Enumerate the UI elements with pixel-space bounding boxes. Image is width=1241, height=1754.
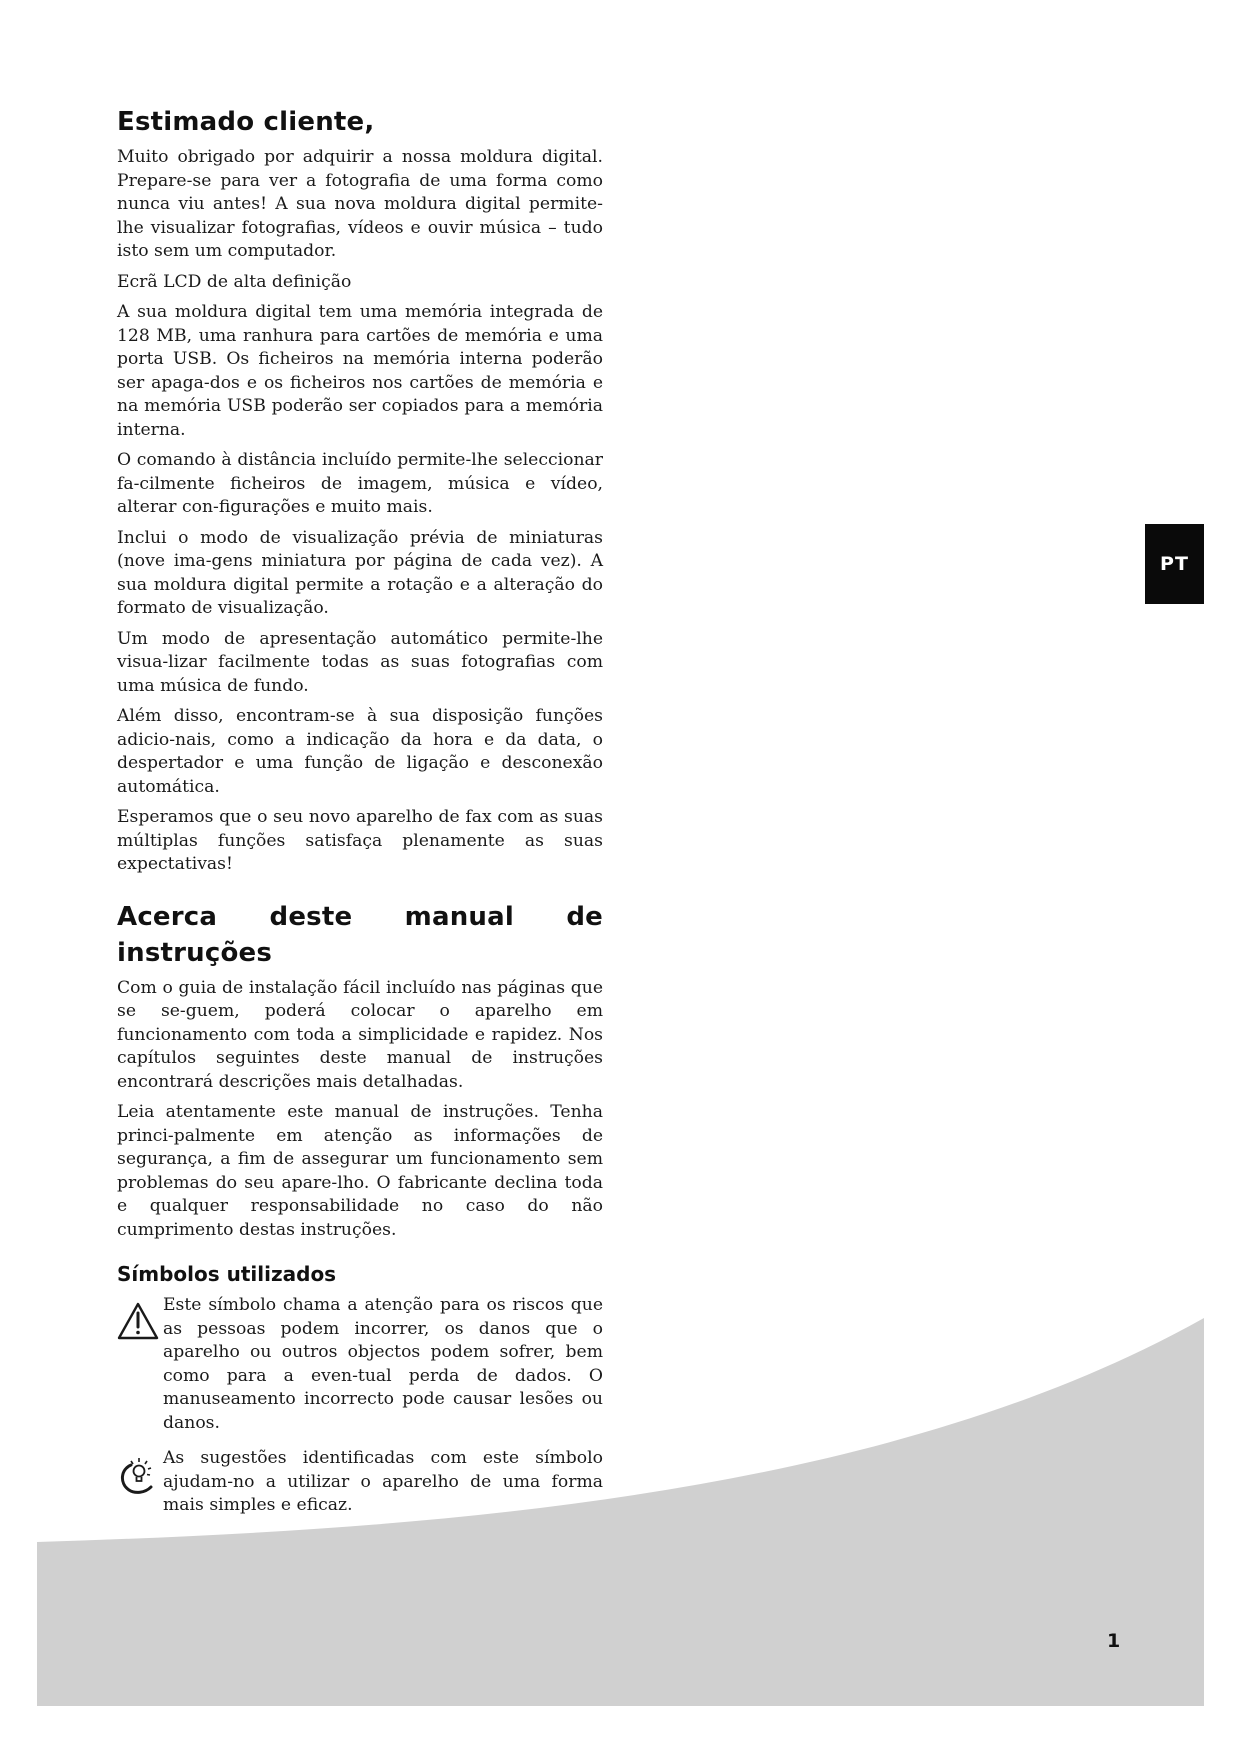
symbol-text-tip: As sugestões identificadas com este símbolo ajudam-no a utilizar o aparelho de uma forma mais simples e eficaz. [163,1448,603,1515]
warning-triangle-icon [117,1300,163,1346]
main-text-column [117,104,603,1530]
section-heading-welcome: Estimado cliente, [117,107,375,137]
paragraph-closing: Esperamos que o seu novo aparelho de fax com as suas múltiplas funções satisfaça plenamente as suas expectativas! [117,807,603,874]
symbol-row-warning [117,1294,603,1435]
page-number: 1 [1107,1630,1121,1652]
paragraph-read-carefully: Leia atentamente este manual de instruções. Tenha princi-palmente em atenção as informações de segurança, a fim de assegurar um funcionamento sem problemas do seu apare-lho. O fabricante declina toda e qualquer responsabilidade no caso do não cumprimento destas instruções. [117,1102,603,1240]
symbol-row-tip [117,1447,603,1518]
paragraph-slideshow: Um modo de apresentação automático permite-lhe visua-lizar facilmente todas as suas fotografias com uma música de fundo. [117,628,603,696]
paragraph-thumbnails: Inclui o modo de visualização prévia de miniaturas (nove ima-gens miniatura por página de cada vez). A sua moldura digital permite a rotação e a alteração do formato de visualização. [117,527,603,618]
paragraph-remote: O comando à distância incluído permite-lhe seleccionar fa-cilmente ficheiros de imagem, música e vídeo, alterar con-figurações e muito mais. [117,450,603,517]
paragraph-installation-guide: Com o guia de instalação fácil incluído nas páginas que se se-guem, poderá colocar o aparelho em funcionamento com toda a simplicidade e rapidez. Nos capítulos seguintes deste manual de instruções encontrará descrições mais detalhadas. [117,977,603,1092]
paragraph-lcd: Ecrã LCD de alta definição [117,271,352,292]
section-heading-about-manual: Acerca deste manual de instruções [117,901,603,968]
paragraph-memory: A sua moldura digital tem uma memória integrada de 128 MB, uma ranhura para cartões de memória e uma porta USB. Os ficheiros na memória interna poderão ser apaga-dos e os ficheiros nos cartões de memória e na memória USB poderão ser copiados para a memória interna. [117,302,603,440]
language-tab: PT [1145,524,1204,604]
paragraph-intro: Muito obrigado por adquirir a nossa moldura digital. Prepare-se para ver a fotografia de uma forma como nunca viu antes! A sua nova moldura digital permite-lhe visualizar fotografias, vídeos e ouvir música – tudo isto sem um computador. [117,147,603,261]
section-heading-symbols: Símbolos utilizados [117,1262,337,1286]
tip-lightbulb-icon [117,1453,163,1499]
paragraph-extra-functions: Além disso, encontram-se à sua disposição funções adicio-nais, como a indicação da hora e da data, o despertador e uma função de ligação e desconexão automática. [117,706,603,797]
symbol-text-warning: Este símbolo chama a atenção para os riscos que as pessoas podem incorrer, os danos que o aparelho ou outros objectos podem sofrer, bem como para a even-tual perda de dados. O manuseamento incorrecto pode causar lesões ou danos. [163,1295,603,1433]
